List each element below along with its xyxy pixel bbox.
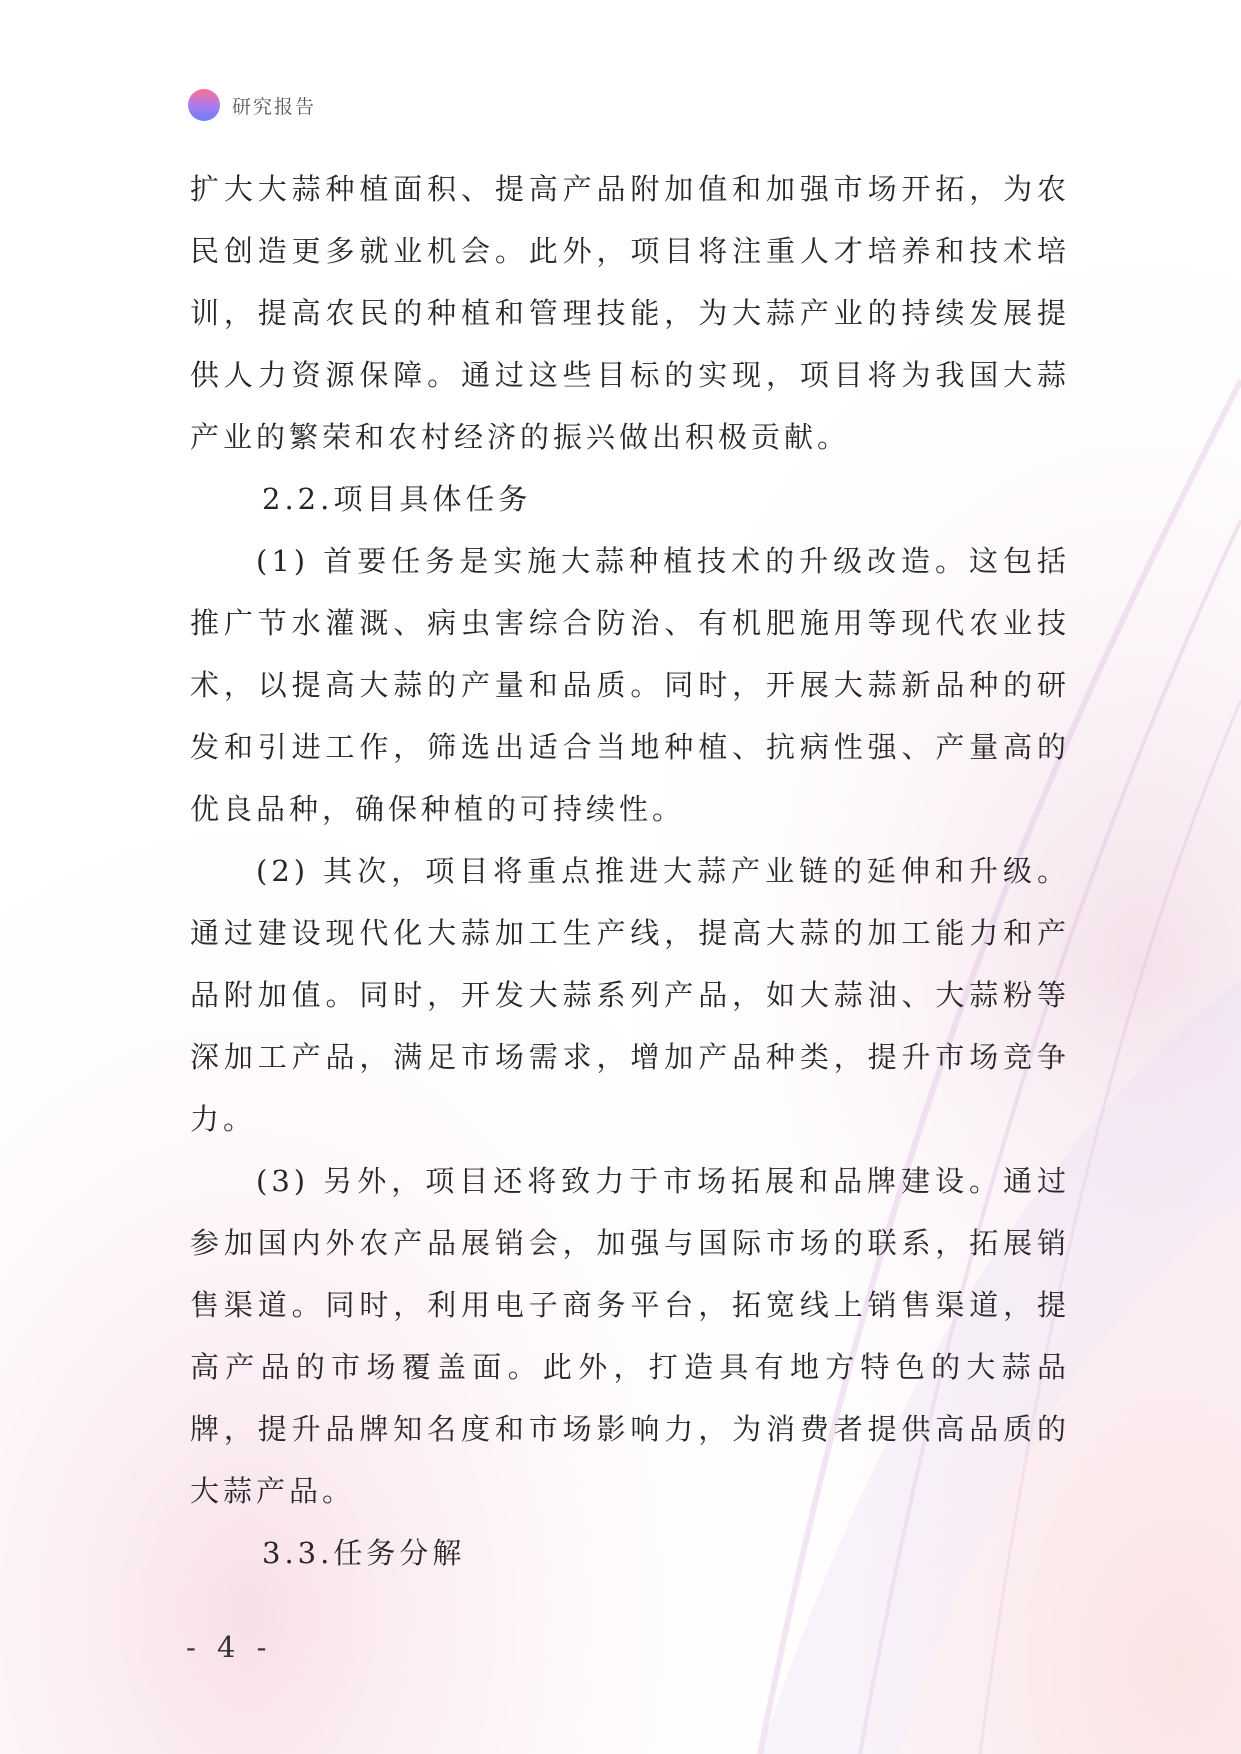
section-heading-2-2: 2.2.项目具体任务	[262, 482, 532, 516]
header-title: 研究报告	[232, 95, 317, 118]
task-paragraph-2: (2) 其次，项目将重点推进大蒜产业链的延伸和升级。通过建设现代化大蒜加工生产线，提高大蒜的加工能力和产品附加值。同时，开发大蒜系列产品，如大蒜油、大蒜粉等深加工产品，满足市场需求，增加产品种类，提升市场竞争力。	[190, 854, 1070, 1136]
document-body	[190, 158, 1070, 1584]
task-paragraph-1: (1) 首要任务是实施大蒜种植技术的升级改造。这包括推广节水灌溉、病虫害综合防治、有机肥施用等现代农业技术，以提高大蒜的产量和品质。同时，开展大蒜新品种的研发和引进工作，筛选出适合当地种植、抗病性强、产量高的优良品种，确保种植的可持续性。	[190, 544, 1070, 826]
section-heading-3-3: 3.3.任务分解	[262, 1536, 466, 1570]
intro-paragraph: 扩大大蒜种植面积、提高产品附加值和加强市场开拓，为农民创造更多就业机会。此外，项目将注重人才培养和技术培训，提高农民的种植和管理技能，为大蒜产业的持续发展提供人力资源保障。通过这些目标的实现，项目将为我国大蒜产业的繁荣和农村经济的振兴做出积极贡献。	[190, 172, 1070, 454]
report-logo-icon	[188, 89, 220, 121]
task-paragraph-3: (3) 另外，项目还将致力于市场拓展和品牌建设。通过参加国内外农产品展销会，加强与国际市场的联系，拓展销售渠道。同时，利用电子商务平台，拓宽线上销售渠道，提高产品的市场覆盖面。此外，打造具有地方特色的大蒜品牌，提升品牌知名度和市场影响力，为消费者提供高品质的大蒜产品。	[190, 1164, 1070, 1508]
report-header	[188, 88, 316, 122]
page-number: - 4 -	[186, 1630, 273, 1664]
